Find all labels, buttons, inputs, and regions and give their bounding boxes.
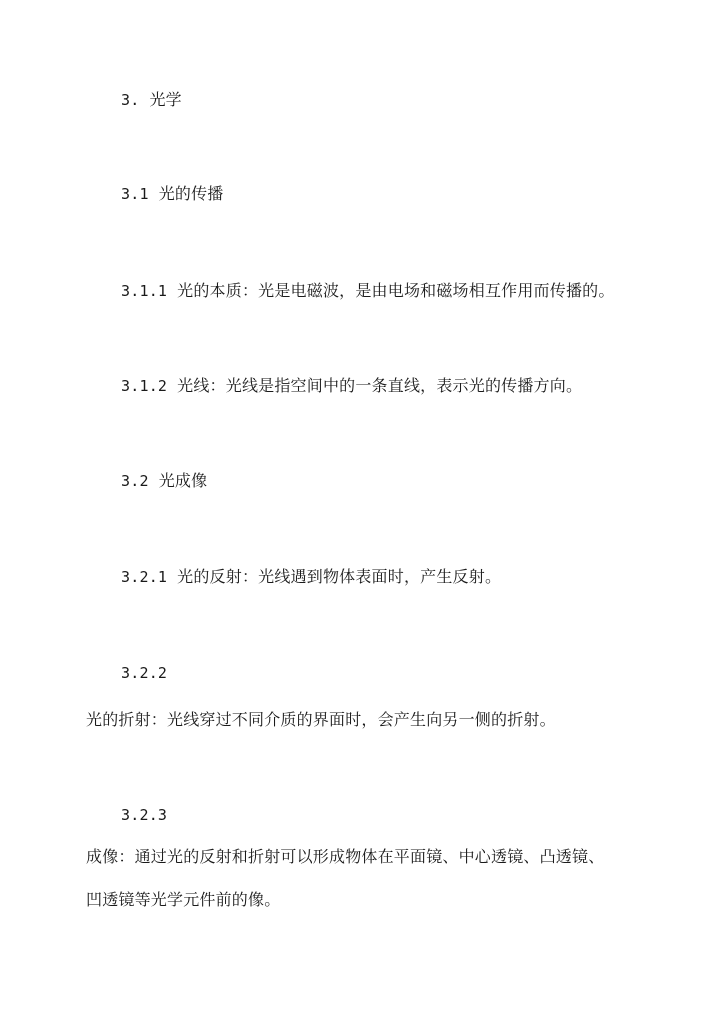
- item-number: 3.1.2: [121, 377, 168, 395]
- section-number: 3.: [121, 91, 140, 109]
- section-heading-3-2: [121, 471, 207, 491]
- section-number: 3.1: [121, 185, 149, 203]
- item-number: 3.2.1: [121, 568, 168, 586]
- item-text: 光的本质：光是电磁波，是由电场和磁场相互作用而传播的。: [177, 281, 615, 300]
- item-text: 成像：通过光的反射和折射可以形成物体在平面镜、中心透镜、凸透镜、: [86, 847, 605, 866]
- item-3-2-3-text-line-2: [86, 890, 280, 910]
- item-number: 3.2.3: [121, 806, 168, 824]
- item-3-2-1: [121, 567, 501, 587]
- item-text: 凹透镜等光学元件前的像。: [86, 890, 281, 909]
- item-3-1-1: [121, 281, 615, 301]
- item-3-1-2: [121, 376, 582, 396]
- item-3-2-2-number-line: [121, 663, 177, 683]
- item-3-2-3-number-line: [121, 805, 177, 825]
- item-3-2-3-text-line-1: [86, 847, 604, 867]
- item-text: 光线：光线是指空间中的一条直线，表示光的传播方向。: [177, 376, 583, 395]
- section-title: 光成像: [158, 471, 208, 490]
- section-title: 光学: [149, 90, 182, 109]
- item-number: 3.2.2: [121, 664, 168, 682]
- item-number: 3.1.1: [121, 282, 168, 300]
- item-text: 光的折射：光线穿过不同介质的界面时，会产生向另一侧的折射。: [86, 710, 556, 729]
- section-heading-3: [121, 90, 182, 110]
- section-number: 3.2: [121, 472, 149, 490]
- item-text: 光的反射：光线遇到物体表面时，产生反射。: [177, 567, 502, 586]
- section-heading-3-1: [121, 184, 224, 204]
- section-title: 光的传播: [158, 184, 224, 203]
- item-3-2-2-text-line: [86, 710, 556, 730]
